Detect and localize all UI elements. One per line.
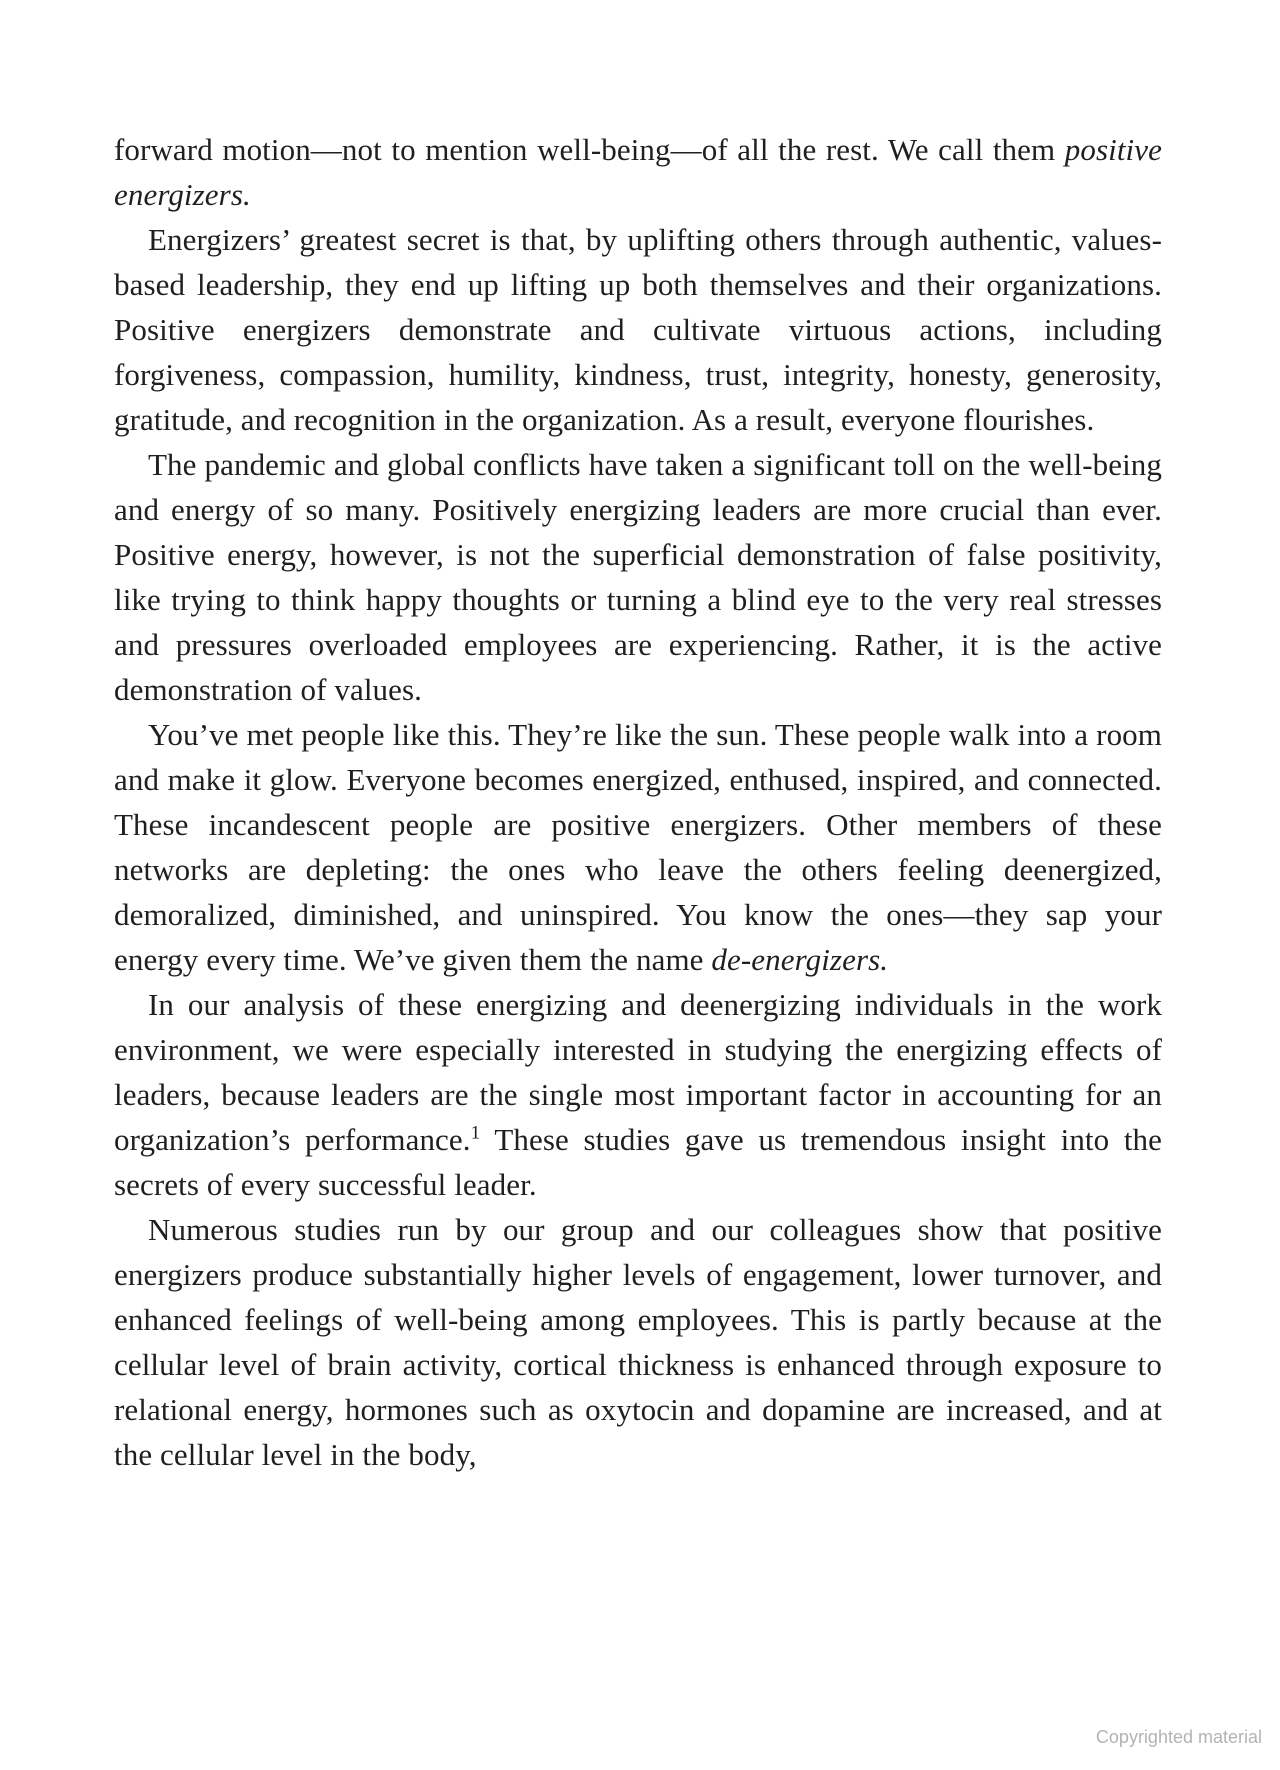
italic-text: positive energizers. [114,132,1162,212]
copyright-notice: Copyrighted material [1095,1727,1262,1747]
paragraph [114,127,1162,217]
paragraph [114,712,1162,982]
paragraph [114,1207,1162,1477]
body-text: Numerous studies run by our group and our colleagues show that positive energizers produce substantially higher levels of engagement, lower turnover, and enhanced feelings of well-being among employees. This is partly because at the cellular level of brain activity, cortical thickness is enhanced through exposure to relational energy, hormones such as oxytocin and dopamine are increased, and at the cellular level in the body, [114,1212,1162,1472]
body-text: Energizers’ greatest secret is that, by uplifting others through authentic, values-based leadership, they end up lifting up both themselves and their organizations. Positive energizers demonstrate and cultivate virtuous actions, including forgiveness, compassion, humility, kindness, trust, integrity, honesty, generosity, gratitude, and recognition in the organization. As a result, everyone flourishes. [114,222,1162,437]
page-text [114,127,1162,1477]
body-text: In our analysis of these energizing and deenergizing individuals in the work environment, we were especially interested in studying the energizing effects of leaders, because leaders are the single most important factor in accounting for an organization’s performance. [114,987,1162,1157]
italic-text: de-energizers. [711,942,889,977]
body-text: These studies gave us tremendous insight into the secrets of every successful leader. [114,1122,1162,1202]
paragraph [114,217,1162,442]
footnote-ref: 1 [470,1122,481,1144]
body-text: forward motion—not to mention well-being—of all the rest. We call them [114,132,1065,167]
body-text: The pandemic and global conflicts have taken a significant toll on the well-being and energy of so many. Positively energizing leaders are more crucial than ever. Positive energy, however, is not the superficial demonstration of false positivity, like trying to think happy thoughts or turning a blind eye to the very real stresses and pressures overloaded employees are experiencing. Rather, it is the active demonstration of values. [114,447,1162,707]
paragraph [114,442,1162,712]
body-text: You’ve met people like this. They’re like the sun. These people walk into a room and make it glow. Everyone becomes energized, enthused, inspired, and connected. These incandescent people are positive energizers. Other members of these networks are depleting: the ones who leave the others feeling deenergized, demoralized, diminished, and uninspired. You know the ones—they sap your energy every time. We’ve given them the name [114,717,1162,977]
paragraph [114,982,1162,1207]
